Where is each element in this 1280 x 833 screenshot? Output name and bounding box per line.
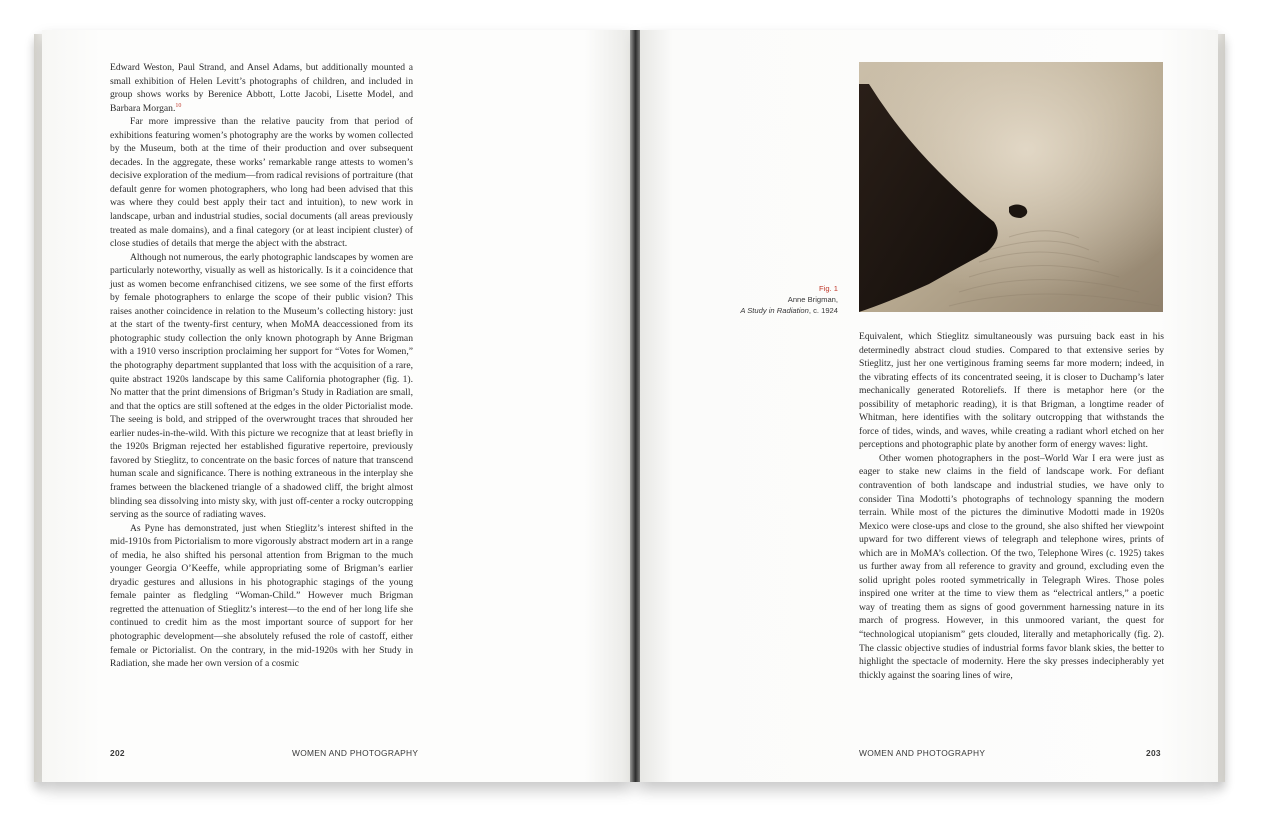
caption-date: , c. 1924 bbox=[808, 305, 838, 315]
paragraph: As Pyne has demonstrated, just when Stieglitz’s interest shifted in the mid-1910s from Pictorialism to more vigorously abstract modern art in a range of media, he also shifted his personal attention from Brigman to the much younger Georgia O’Keeffe, while appropriating some of Brigman’s earlier dryadic gestures and allusions in his photographic stagings of the young female painter as fledgling “Woman-Child.” However much Brigman regretted the attenuation of Stieglitz’s interest—to the end of her long life she continued to credit him as the most important source of support for her photographic development—she absolutely refused the role of castoff, either female or Pictorialist. On the contrary, in the mid-1920s with her Study in Radiation, she made her own version of a cosmic bbox=[110, 522, 413, 670]
running-head-right: WOMEN AND PHOTOGRAPHY bbox=[859, 748, 986, 758]
paragraph: Equivalent, which Stieglitz simultaneously was pursuing back east in his determinedly abstract cloud studies. Compared to that extensive series by Stieglitz, just her one vertiginous framing seems far more modern; indeed, in the vibrating effects of its concentrated seeing, it is closer to Duchamp’s later mechanically generated Rotoreliefs. If there is metaphor here (or the possibility of metaphoric reading), it is that Brigman, a longtime reader of Whitman, here identifies with the solitary outcropping that withstands the force of tides, winds, and waves, while creating a radiant whorl etched on her perceptions and photographic plate by another form of energy waves: light. bbox=[859, 331, 1164, 451]
left-page-body bbox=[110, 61, 413, 671]
caption-title: A Study in Radiation bbox=[740, 305, 809, 315]
paragraph bbox=[110, 61, 413, 115]
right-page-body bbox=[859, 330, 1164, 682]
paragraph: Other women photographers in the post–World War I era were just as eager to stake new claims in the field of landscape work. For defiant contravention of both landscape and industrial studies, we have only to consider Tina Modotti’s photographs of technology spanning the modern terrain. While most of the pictures the diminutive Modotti made in 1920s Mexico were close-ups and close to the ground, she also shifted her viewpoint upward for two different views of telegraph and telephone wires, prints of which are in MoMA’s collection. Of the two, Telephone Wires (c. 1925) takes us further away from all reference to gravity and ground, excluding even the solid upright poles rooted symmetrically in Telegraph Wires. Those poles inspired one writer at the time to view them as “electrical antlers,” a poetic way of treating them as signs of good government harnessing nature in its march of progress. However, in this unmoored variant, the quest for “technological utopianism” gets clouded, literally and metaphorically (fig. 2). The classic objective studies of industrial forms favor blank skies, the better to highlight the spectacle of modernity. Here the sky presses indecipherably yet thickly against the soaring lines of wire, bbox=[859, 452, 1164, 681]
paragraph: Although not numerous, the early photographic landscapes by women are particularly noteworthy, visually as well as historically. Is it a coincidence that just as women become enfranchised citizens, we see some of the first efforts by female photographers to enlarge the scope of their public vision? This raises another coincidence in relation to the Museum’s collecting history: just at the start of the twenty-first century, when MoMA deaccessioned from its photographic study collection the only known photograph by Anne Brigman with a 1910 verso inscription proclaiming her support for “Votes for Women,” the photography department supplanted that loss with the acquisition of a rare, quite abstract 1920s landscape by this same California photographer (fig. 1). No matter that the print dimensions of Brigman’s Study in Radiation are small, and that the optics are still softened at the edges in the older Pictorialist mode. The seeing is bold, and stripped of the overwrought traces that shrouded her earlier nudes-in-the-wild. With this picture we recognize that at least briefly in the 1920s Brigman rejected her established figurative repertoire, previously favored by Stieglitz, to concentrate on the basic forces of nature that transcend human scale and significance. There is nothing extraneous in the interplay she frames between the blackened triangle of a shadowed cliff, the bright almost blinding sea dissolving into misty sky, with just off-center a rocky outcropping serving as the source of radiating waves. bbox=[110, 251, 413, 521]
page-number-left: 202 bbox=[110, 748, 125, 758]
figure-label: Fig. 1 bbox=[819, 284, 838, 293]
caption-title-line bbox=[720, 306, 838, 317]
book-gutter bbox=[630, 30, 640, 782]
caption-artist: Anne Brigman, bbox=[787, 294, 838, 304]
paragraph: Far more impressive than the relative paucity from that period of exhibitions featuring women’s photography are the works by women collected by the Museum, both at the time of their production and over subsequent decades. In the aggregate, these works’ remarkable range attests to women’s decisive exploration of the medium—from radical revisions of portraiture (that default genre for women photographers, who long had been advised that this was where they could best apply their tact and intuition), to new work in landscape, urban and industrial studies, social documents (all areas previously treated as male domains), and a final category (or at least incipient cluster) of close studies of details that merge the abject with the abstract. bbox=[110, 116, 413, 250]
running-head-left: WOMEN AND PHOTOGRAPHY bbox=[292, 748, 419, 758]
note-ref: 10 bbox=[175, 102, 182, 109]
figure-photograph bbox=[859, 62, 1163, 312]
paragraph-text: Edward Weston, Paul Strand, and Ansel Adams, but additionally mounted a small exhibition of Helen Levitt’s photographs of children, and included in group shows works by Berenice Abbott, Lotte Jacobi, Lisette Model, and Barbara Morgan. bbox=[110, 62, 413, 114]
figure-caption bbox=[720, 284, 838, 316]
page-number-right: 203 bbox=[1146, 748, 1161, 758]
photograph-image bbox=[859, 62, 1163, 312]
